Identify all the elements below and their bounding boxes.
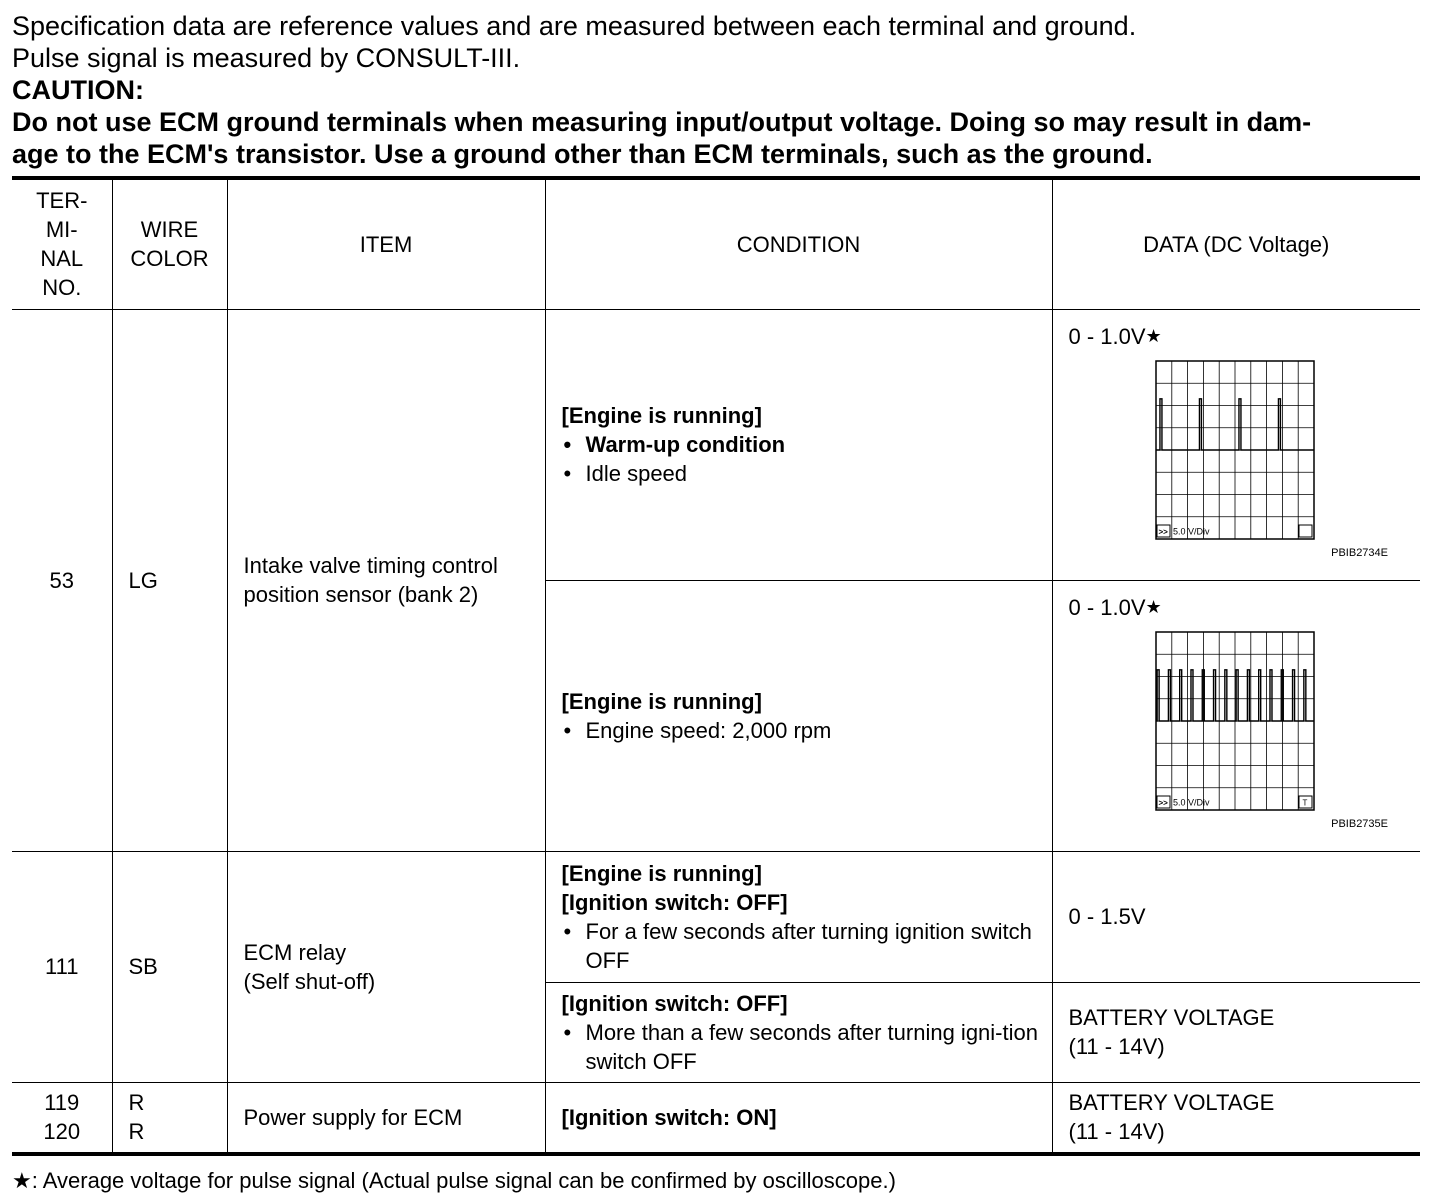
header-wire-l2: COLOR: [130, 246, 209, 272]
condition-2000rpm: [545, 580, 1052, 851]
header-row: [12, 178, 1420, 309]
pulse-note: Pulse signal is measured by CONSULT-III.: [12, 43, 521, 73]
condition-head: [Engine is running]: [561, 403, 762, 428]
data-value: 0 - 1.0V★: [1068, 594, 1162, 620]
data-scope-2000rpm: [1052, 580, 1420, 851]
item-line-2: (Self shut-off): [243, 968, 376, 994]
spec-note: Specification data are reference values and are measured between each terminal and ground.: [12, 11, 1137, 41]
table-row: [12, 309, 1420, 580]
header-terminal: [12, 178, 112, 309]
data-value-l2: (11 - 14V): [1068, 1119, 1165, 1145]
scope-trigger-label: T: [1302, 798, 1307, 807]
condition-ign-off-short: [545, 851, 1052, 982]
scope-volts-per-div: 5.0 V/Div: [1172, 526, 1210, 536]
table-row: [12, 851, 1420, 982]
terminal-53: 53: [12, 309, 112, 851]
item-line-1: ECM relay: [243, 939, 347, 965]
star-icon: ★: [1145, 325, 1162, 346]
caution-text: [12, 106, 1442, 170]
wire-lg: LG: [112, 309, 227, 851]
wire-b: R: [128, 1119, 145, 1145]
header-terminal-l2: MI-: [45, 217, 78, 243]
condition-head: [Ignition switch: OFF]: [561, 990, 788, 1016]
star-icon: ★: [12, 1168, 32, 1193]
scope-trigger-box: [1299, 525, 1312, 537]
item-ecm-relay: [227, 851, 545, 1082]
footnote-text: : Average voltage for pulse signal (Actual pulse signal can be confirmed by oscilloscope.): [31, 1168, 896, 1193]
condition-ign-off-long: [545, 982, 1052, 1082]
item-intake-valve-sensor: [227, 309, 545, 851]
figure-code: PBIB2735E: [1331, 817, 1388, 830]
data-value: 0 - 1.0V★: [1068, 323, 1162, 349]
condition-bullet: • Idle speed: [562, 459, 1042, 488]
data-value: [1052, 1082, 1420, 1154]
terminal-119-120: [12, 1082, 112, 1154]
caution-line-2: age to the ECM's transistor. Use a ground other than ECM terminals, such as the ground.: [12, 139, 1153, 169]
star-icon: ★: [1145, 596, 1162, 617]
data-value: 0 - 1.5V: [1052, 851, 1420, 982]
table-row: [12, 1082, 1420, 1154]
header-wire-color: [112, 178, 227, 309]
condition-idle: [545, 309, 1052, 580]
condition-bullet: • For a few seconds after turning ignition switch OFF: [562, 917, 1042, 975]
data-value-l1: BATTERY VOLTAGE: [1068, 1005, 1275, 1030]
condition-ign-on: [Ignition switch: ON]: [545, 1082, 1052, 1154]
header-item: ITEM: [227, 178, 545, 309]
scope-volts-per-div: 5.0 V/Div: [1172, 797, 1210, 807]
channel-icon: >>: [1158, 798, 1168, 807]
item-power-supply: Power supply for ECM: [227, 1082, 545, 1154]
channel-icon: >>: [1158, 527, 1168, 536]
data-scope-idle: [1052, 309, 1420, 580]
data-value-l1: BATTERY VOLTAGE: [1068, 1090, 1275, 1116]
terminal-120: 120: [43, 1119, 81, 1145]
condition-head: [Ignition switch: OFF]: [561, 889, 788, 915]
data-value-l2: (11 - 14V): [1068, 1034, 1165, 1059]
terminal-119: 119: [44, 1090, 80, 1116]
condition-bullet: • Warm-up condition: [562, 430, 1042, 459]
header-wire-l1: WIRE: [140, 217, 199, 243]
header-terminal-l3: NAL: [40, 246, 84, 272]
wire-a: R: [128, 1090, 145, 1116]
caution-label: CAUTION:: [12, 75, 144, 105]
header-terminal-l4: NO.: [42, 275, 82, 301]
oscilloscope-waveform-2000rpm: [1155, 631, 1317, 813]
figure-code: PBIB2734E: [1331, 546, 1388, 559]
header-data: DATA (DC Voltage): [1052, 178, 1420, 309]
condition-head: [Engine is running]: [561, 688, 762, 714]
data-value: [1052, 982, 1420, 1082]
condition-bullet: • More than a few seconds after turning igni-tion switch OFF: [562, 1018, 1042, 1076]
header-terminal-l1: TER-: [36, 188, 88, 214]
condition-bullet: • Engine speed: 2,000 rpm: [562, 716, 1042, 745]
condition-head: [Engine is running]: [561, 860, 762, 886]
footnote: [12, 1166, 896, 1196]
item-line-1: Intake valve timing control: [243, 553, 498, 578]
item-line-2: position sensor (bank 2): [243, 582, 479, 607]
intro-text: [12, 10, 1442, 170]
terminal-111: 111: [12, 851, 112, 1082]
wire-r: [112, 1082, 227, 1154]
ecm-terminal-table: [12, 176, 1420, 1156]
caution-line-1: Do not use ECM ground terminals when measuring input/output voltage. Doing so may result in dam-: [12, 107, 1312, 137]
oscilloscope-waveform-idle: [1155, 360, 1317, 542]
wire-sb: SB: [112, 851, 227, 1082]
header-condition: CONDITION: [545, 178, 1052, 309]
